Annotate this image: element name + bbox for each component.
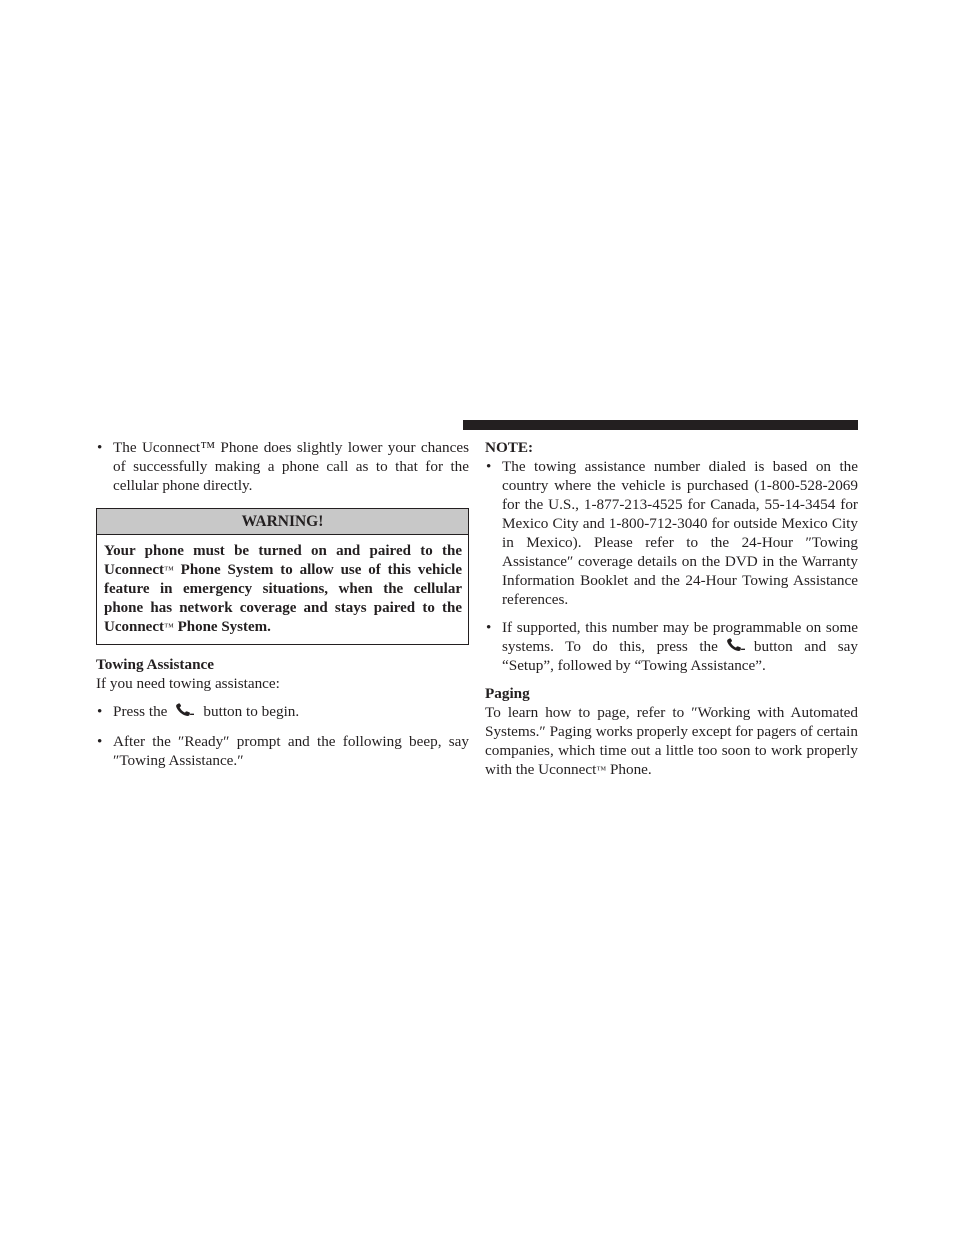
bullet-towing-number <box>485 457 858 609</box>
towing-intro: If you need towing assistance: <box>96 675 280 692</box>
bullet-after-ready <box>96 732 469 770</box>
bullet-press-phone <box>96 702 469 721</box>
section-header-bar <box>463 420 858 430</box>
bullet-text-before: If supported, this number may be programmable on some systems. To do this, press the <box>502 619 858 655</box>
towing-assistance-heading: Towing Assistance <box>96 656 215 673</box>
phone-icon <box>726 638 746 652</box>
bullet-text: After the ″Ready″ prompt and the following beep, say ″Towing Assistance.″ <box>113 733 469 769</box>
bullet-text-after: button and say “Setup”, followed by “Towing Assistance”. <box>502 638 858 674</box>
paging-text-a: To learn how to page, refer to ″Working with Automated Systems.″ Paging works properly except for pagers of certain companies, which time out a little too soon to work properly with the Uconnect <box>485 704 858 778</box>
trademark: ™ <box>596 765 607 776</box>
right-column <box>485 438 858 780</box>
left-column <box>96 438 469 770</box>
warning-text-b: Phone System to allow use of this vehicle feature in emergency situations, when the cellular phone has network coverage and stays paired to the Uconnect <box>104 562 462 635</box>
paging-text-b: Phone. <box>606 761 652 778</box>
paging-text <box>485 703 858 780</box>
warning-title: WARNING! <box>97 509 468 535</box>
paging-heading: Paging <box>485 685 530 702</box>
bullet-text: The towing assistance number dialed is based on the country where the vehicle is purchased (1-800-528-2069 for the U.S., 1-877-213-4525 for Canada, 55-14-3454 for Mexico City and 1-800-712-3040 for outside Mexico City in Mexico). Please refer to the 24-Hour ″Towing Assistance″ coverage details on the DVD in the Warranty Information Booklet and the 24-Hour Towing Assistance references. <box>502 458 858 608</box>
bullet-dot: • <box>97 703 103 720</box>
bullet-programmable <box>485 618 858 675</box>
warning-box <box>96 508 469 645</box>
press-text-before: Press the <box>113 703 168 720</box>
warning-text-c: Phone System. <box>173 619 271 635</box>
bullet-uconnect-limitation <box>96 438 469 495</box>
phone-icon <box>175 703 195 717</box>
bullet-dot: • <box>97 733 103 750</box>
bullet-dot: • <box>486 619 492 636</box>
warning-text-a: Your phone must be turned on and paired to the Uconnect <box>104 543 462 578</box>
trademark: ™ <box>164 622 174 633</box>
trademark: ™ <box>164 565 174 576</box>
bullet-dot: • <box>486 458 492 475</box>
press-text-after: button to begin. <box>203 703 300 720</box>
warning-body <box>97 535 468 644</box>
note-label: NOTE: <box>485 439 534 456</box>
bullet-text: The Uconnect™ Phone does slightly lower your chances of successfully making a phone call as to that for the cellular phone directly. <box>113 439 469 494</box>
bullet-dot: • <box>97 439 103 456</box>
